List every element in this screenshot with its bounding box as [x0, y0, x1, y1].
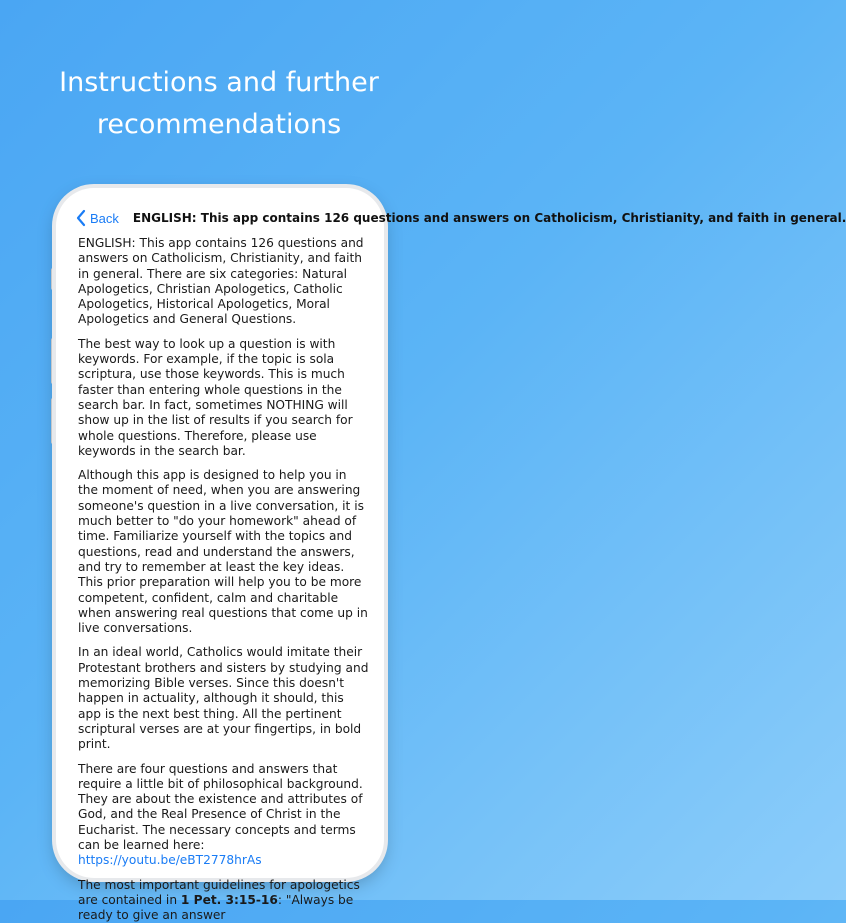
back-label: Back: [90, 210, 119, 226]
guidelines-text-end: : "Always be ready to give an answer: [78, 892, 354, 923]
chevron-left-icon: [76, 210, 86, 226]
philosophy-text: There are four questions and answers that require a little bit of philosophical background. They are about the existence and attributes of God, and the Real Presence of Christ in the Eucharist. The necessary concepts and terms can be learned here:: [78, 761, 363, 852]
phone-frame: [56, 188, 846, 923]
paragraph-bible-verses: In an ideal world, Catholics would imitate their Protestant brothers and sisters by studying and memorizing Bible verses. Since this doesn't happen in actuality, although it should, this app is the next best thing. All the pertinent scriptural verses are at your fingertips, in bold print.: [78, 645, 369, 752]
paragraph-intro: ENGLISH: This app contains 126 questions and answers on Catholicism, Christianity, and faith in general. There are six categories: Natural Apologetics, Christian Apologetics, Catholic Apologetics, Historical Apologetics, Moral Apologetics and General Questions.: [78, 236, 364, 327]
paragraph-philosophy: [78, 762, 370, 869]
paragraph-homework: Although this app is designed to help you in the moment of need, when you are answering someone's question in a live conversation, it is much better to "do your homework" ahead of time. Familiarize yourself with the topics and questions, read and understand the answers, and try to remember at least the key ideas. This prior preparation will help you to be more competent, confident, calm and charitable when answering real questions that come up in live conversations.: [78, 468, 368, 636]
instructions-text: [78, 236, 370, 923]
headline: [0, 62, 438, 146]
youtube-link[interactable]: https://youtu.be/eBT2778hrAs: [78, 853, 262, 868]
paragraph-keywords: The best way to look up a question is with keywords. For example, if the topic is sola scriptura, use those keywords. This is much faster than entering whole questions in the search bar. In fact, sometimes NOTHING will show up in the list of results if you search for whole questions. Therefore, please use keywords in the search bar.: [78, 336, 353, 458]
guidelines-text-start: The most important guidelines for apologetics are contained in: [78, 877, 360, 907]
scripture-reference: 1 Pet. 3:15-16: [180, 892, 278, 907]
page-title: ENGLISH: This app contains 126 questions and answers on Catholicism, Christianity, and faith in general.: [132, 211, 846, 225]
headline-line-1: Instructions and further: [59, 67, 379, 98]
back-button[interactable]: [76, 210, 119, 226]
paragraph-guidelines: [78, 878, 370, 923]
headline-line-2: recommendations: [96, 109, 342, 140]
navigation-bar: [56, 188, 846, 240]
